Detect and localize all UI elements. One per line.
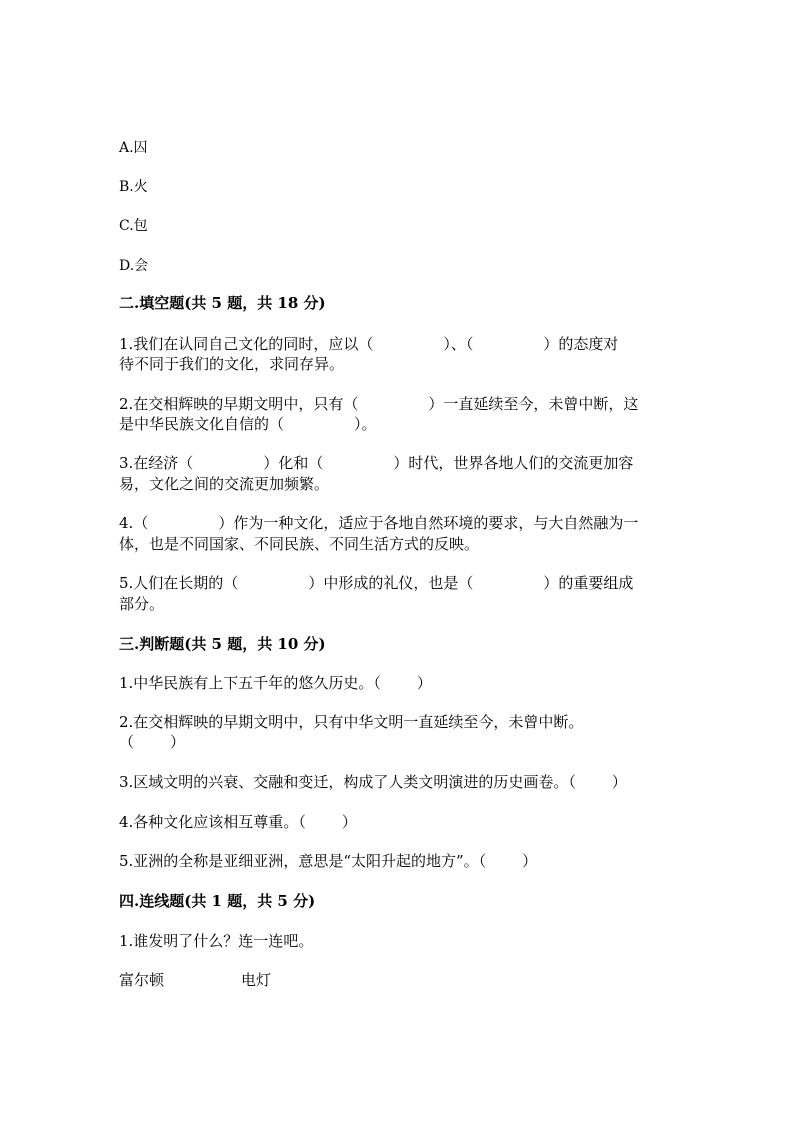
judge-question-4	[119, 812, 357, 832]
option-c: C.包	[119, 218, 148, 234]
match-question-1: 1.谁发明了什么？连一连吧。	[119, 932, 314, 950]
fill-question-3	[119, 453, 633, 473]
judge-q2-open: （	[119, 733, 135, 751]
judge-question-2-line-2	[119, 732, 185, 752]
judge-question-1	[119, 673, 432, 693]
section-2-heading: 二.填空题(共 5 题，共 18 分)	[119, 294, 326, 312]
judge-question-3	[119, 772, 627, 792]
q5-text-c: ）的重要组成	[543, 574, 634, 592]
judge-q5-close: ）	[522, 852, 538, 870]
q4-text-b: ）作为一种文化，适应于各地自然环境的要求，与大自然融为一	[218, 514, 639, 532]
judge-q4-text: 4.各种文化应该相互尊重。（	[119, 813, 306, 831]
judge-q3-close: ）	[611, 773, 627, 791]
fill-question-4	[119, 513, 638, 533]
judge-question-2: 2.在交相辉映的早期文明中，只有中华文明一直延续至今，未曾中断。	[119, 713, 584, 731]
judge-q2-close: ）	[170, 733, 186, 751]
q2-text-a: 2.在交相辉映的早期文明中，只有（	[119, 395, 359, 413]
judge-q1-close: ）	[416, 674, 432, 692]
q2-text-b: ）一直延续至今，未曾中断，这	[428, 395, 639, 413]
q5-text-a: 5.人们在长期的（	[119, 574, 239, 592]
fill-question-2-line-2	[119, 414, 377, 434]
fill-question-5	[119, 573, 633, 593]
q2-text-c: 是中华民族文化自信的（	[119, 415, 285, 433]
fill-question-1	[119, 334, 618, 354]
fill-question-2	[119, 394, 638, 414]
q1-text-c: ）的态度对	[543, 335, 619, 353]
fill-question-1-line-2: 待不同于我们的文化，求同存异。	[119, 355, 345, 373]
fill-question-4-line-2: 体，也是不同国家、不同民族、不同生活方式的反映。	[119, 535, 480, 553]
q4-text-a: 4.（	[119, 514, 149, 532]
option-d: D.会	[119, 258, 149, 274]
judge-q5-text: 5.亚洲的全称是亚细亚洲，意思是“太阳升起的地方”。（	[119, 852, 487, 870]
fill-question-5-line-2: 部分。	[119, 595, 165, 613]
q1-text-b: ）、（	[443, 335, 474, 353]
q3-text-b: ）化和（	[263, 454, 324, 472]
q2-text-d: ）。	[354, 415, 377, 433]
judge-q3-text: 3.区域文明的兴衰、交融和变迁，构成了人类文明演进的历史画卷。（	[119, 773, 576, 791]
section-3-heading: 三.判断题(共 5 题，共 10 分)	[119, 635, 326, 653]
q1-text-a: 1.我们在认同自己文化的同时，应以（	[119, 335, 374, 353]
fill-question-3-line-2: 易，文化之间的交流更加频繁。	[119, 475, 330, 493]
q3-text-c: ）时代，世界各地人们的交流更加容	[393, 454, 634, 472]
q5-text-b: ）中形成的礼仪，也是（	[308, 574, 474, 592]
match-left-item: 富尔顿	[119, 971, 165, 989]
match-right-item: 电灯	[241, 971, 272, 989]
judge-q4-close: ）	[341, 813, 357, 831]
judge-q1-text: 1.中华民族有上下五千年的悠久历史。（	[119, 674, 381, 692]
option-b: B.火	[119, 179, 148, 195]
judge-question-5	[119, 851, 537, 871]
section-4-heading: 四.连线题(共 1 题，共 5 分)	[119, 892, 316, 910]
q3-text-a: 3.在经济（	[119, 454, 194, 472]
option-a: A.囚	[119, 140, 148, 156]
